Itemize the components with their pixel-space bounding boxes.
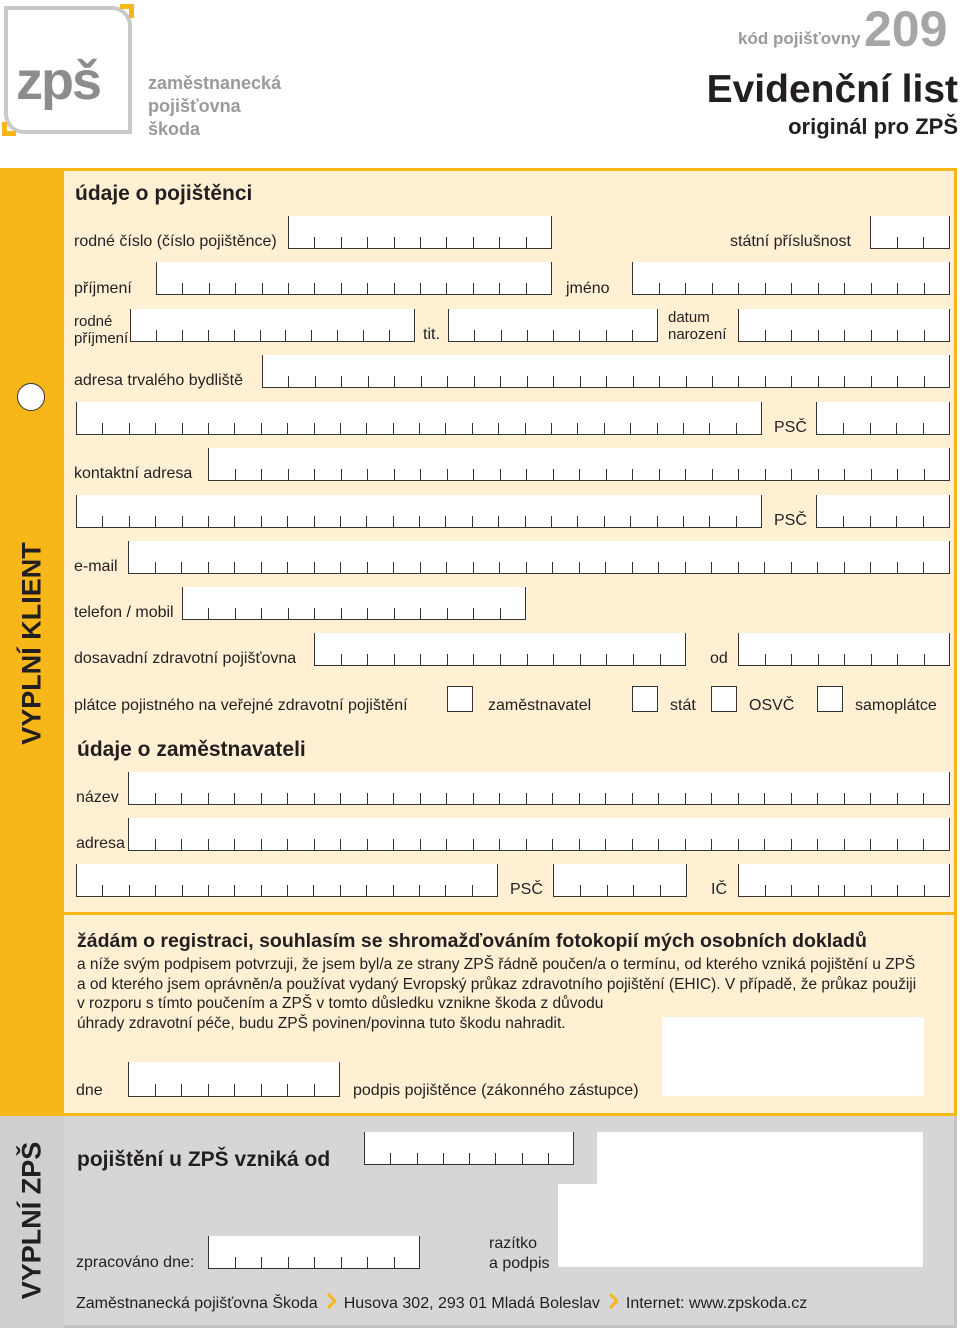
- title-field[interactable]: [448, 309, 658, 342]
- employer-address-field-2[interactable]: [76, 864, 498, 897]
- declaration-line4: úhrady zdravotní péče, budu ZPŠ povinen/povinna tuto škodu nahradit.: [77, 1014, 566, 1032]
- birth-surname-line2: příjmení: [74, 330, 129, 347]
- date-field[interactable]: [128, 1062, 340, 1097]
- phone-label: telefon / mobil: [74, 604, 174, 621]
- insurance-from-label: pojištění u ZPŠ vzniká od: [77, 1148, 331, 1171]
- insurer-code-value: 209: [864, 1, 948, 57]
- birth-date-field[interactable]: [738, 309, 950, 342]
- previous-insurer-label: dosavadní zdravotní pojišťovna: [74, 650, 297, 667]
- logo-letters: zpš: [16, 51, 101, 111]
- payer-osvc-checkbox[interactable]: [711, 686, 737, 712]
- date-label: dne: [76, 1082, 103, 1099]
- insurer-code-label: kód pojišťovny: [738, 29, 861, 48]
- name-label: jméno: [566, 280, 610, 297]
- birth-surname-field[interactable]: [130, 309, 415, 342]
- logo-text: [148, 72, 281, 141]
- signature-box[interactable]: [662, 1017, 924, 1096]
- employer-id-label: IČ: [711, 881, 727, 898]
- email-label: e-mail: [74, 558, 118, 575]
- permanent-address-label: adresa trvalého bydliště: [74, 372, 243, 389]
- payer-employer-checkbox[interactable]: [447, 686, 473, 712]
- permanent-postcode-field[interactable]: [816, 402, 950, 435]
- permanent-address-field[interactable]: [262, 355, 950, 388]
- footer-company: Zaměstnanecká pojišťovna Škoda: [76, 1294, 318, 1312]
- logo-line1: zaměstnanecká: [148, 73, 282, 93]
- payer-state-checkbox[interactable]: [632, 686, 658, 712]
- contact-postcode-label: PSČ: [774, 512, 807, 529]
- employer-postcode-label: PSČ: [510, 881, 543, 898]
- declaration-line2: a od kterého jsem oprávněn/a používat vydaný Evropský průkaz zdravotního pojištění (EHIC). V případě, že průkaz použiji: [77, 975, 917, 993]
- employer-address-field[interactable]: [128, 818, 950, 851]
- logo-line2: pojišťovna: [148, 96, 241, 116]
- birth-date-line1: datum: [668, 309, 710, 326]
- chevron-right-icon: [327, 1293, 336, 1314]
- signature-label: podpis pojištěnce (zákonného zástupce): [353, 1082, 639, 1099]
- title-label: tit.: [423, 326, 440, 343]
- citizenship-label: státní příslušnost: [730, 233, 851, 250]
- surname-label: příjmení: [74, 280, 132, 297]
- zps-sidebar-label: VYPLNÍ ZPŠ: [16, 1141, 47, 1300]
- contact-address-field[interactable]: [208, 448, 950, 481]
- declaration-heading: žádám o registraci, souhlasím se shromažďováním fotokopií mých osobních dokladů: [77, 930, 867, 952]
- zps-logo: [2, 4, 134, 136]
- citizenship-field[interactable]: [870, 216, 950, 249]
- stamp-line1: razítko: [489, 1235, 538, 1252]
- since-field[interactable]: [738, 633, 950, 666]
- footer-internet: Internet: www.zpskoda.cz: [625, 1294, 808, 1312]
- stamp-box-top[interactable]: [597, 1132, 923, 1184]
- logo-line3: škoda: [148, 119, 201, 139]
- birth-number-label: rodné číslo (číslo pojištěnce): [74, 233, 277, 250]
- page-title: Evidenční list: [706, 68, 958, 111]
- permanent-address-field-2[interactable]: [76, 402, 762, 435]
- employer-postcode-field[interactable]: [553, 864, 687, 897]
- since-label: od: [710, 650, 728, 667]
- processed-field[interactable]: [208, 1236, 420, 1269]
- birth-surname-label: [74, 313, 128, 347]
- declaration-separator: [64, 912, 957, 915]
- payer-label: plátce pojistného na veřejné zdravotní pojištění: [74, 697, 408, 714]
- phone-field[interactable]: [182, 587, 526, 620]
- payer-selfpayer-label: samoplátce: [855, 697, 937, 714]
- section-insured-heading: údaje o pojištěnci: [75, 182, 253, 205]
- payer-employer-label: zaměstnavatel: [488, 697, 592, 714]
- email-field[interactable]: [128, 541, 950, 574]
- contact-address-field-2[interactable]: [76, 495, 762, 528]
- section-employer-heading: údaje o zaměstnavateli: [77, 738, 306, 761]
- stamp-line2: a podpis: [489, 1255, 550, 1272]
- stamp-box-bottom[interactable]: [558, 1184, 923, 1267]
- footer-address: Husova 302, 293 01 Mladá Boleslav: [343, 1294, 600, 1312]
- payer-osvc-label: OSVČ: [749, 697, 795, 714]
- declaration-line1: a níže svým podpisem potvrzuji, že jsem byl/a ze strany ZPŠ řádně poučen/a o termínu, od kterého vzniká pojištění u ZPŠ: [77, 956, 916, 973]
- birth-date-line2: narození: [668, 326, 727, 343]
- stamp-label: [489, 1234, 550, 1274]
- punch-hole: [17, 383, 45, 411]
- processed-label: zpracováno dne:: [76, 1254, 195, 1271]
- employer-name-field[interactable]: [128, 772, 950, 805]
- birth-surname-line1: rodné: [74, 313, 113, 330]
- permanent-postcode-label: PSČ: [774, 419, 807, 436]
- birth-number-field[interactable]: [288, 216, 552, 249]
- birth-date-label: [668, 309, 726, 343]
- page-subtitle: originál pro ZPŠ: [788, 114, 958, 139]
- footer: [76, 1293, 807, 1314]
- employer-address-label: adresa: [76, 835, 125, 852]
- employer-id-field[interactable]: [738, 864, 950, 897]
- employer-name-label: název: [76, 789, 119, 806]
- payer-selfpayer-checkbox[interactable]: [817, 686, 843, 712]
- client-sidebar-label: VYPLNÍ KLIENT: [16, 542, 47, 745]
- contact-address-label: kontaktní adresa: [74, 465, 193, 482]
- name-field[interactable]: [632, 262, 950, 295]
- declaration-line3: v rozporu s tímto poučením a ZPŠ v tomto důsledku vznikne škoda z důvodu: [77, 995, 604, 1012]
- previous-insurer-field[interactable]: [314, 633, 686, 666]
- surname-field[interactable]: [156, 262, 552, 295]
- contact-postcode-field[interactable]: [816, 495, 950, 528]
- insurance-from-field[interactable]: [364, 1132, 574, 1165]
- payer-state-label: stát: [670, 697, 696, 714]
- chevron-right-icon: [609, 1293, 618, 1314]
